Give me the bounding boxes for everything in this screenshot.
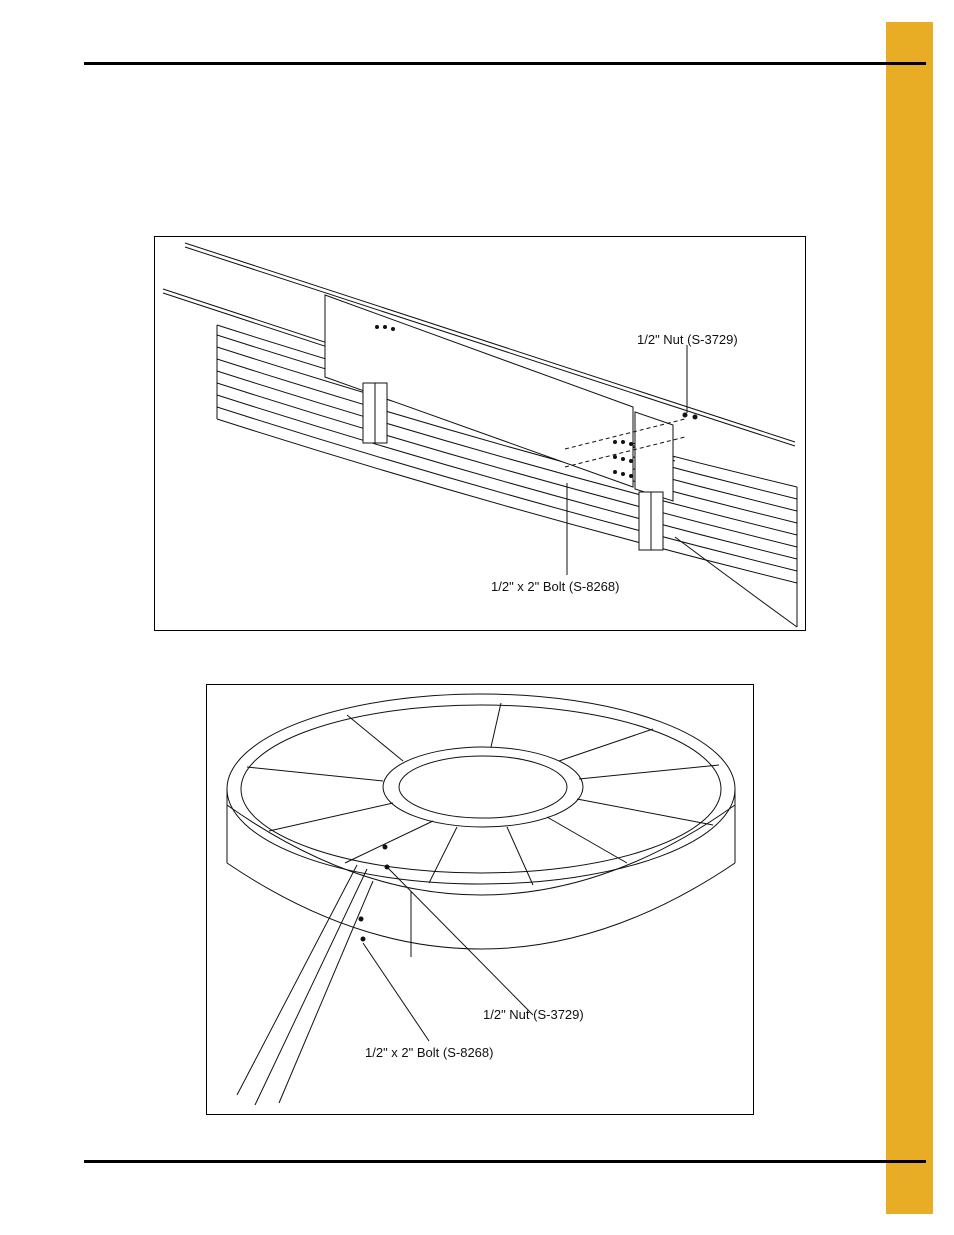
- bolt-callout-label: 1/2" x 2" Bolt (S-8268): [491, 579, 620, 594]
- nut-callout-label: 1/2" Nut (S-3729): [483, 1007, 584, 1022]
- figure-eave-beam-connection: [154, 236, 806, 631]
- footer-rule: [84, 1160, 926, 1163]
- nut-callout-label: 1/2" Nut (S-3729): [637, 332, 738, 347]
- header-rule: [84, 62, 926, 65]
- chapter-side-tab: [886, 22, 933, 1214]
- figure-center-ring-assembly: [206, 684, 754, 1115]
- bolt-callout-label: 1/2" x 2" Bolt (S-8268): [365, 1045, 494, 1060]
- eave-beam-drawing: [155, 237, 805, 630]
